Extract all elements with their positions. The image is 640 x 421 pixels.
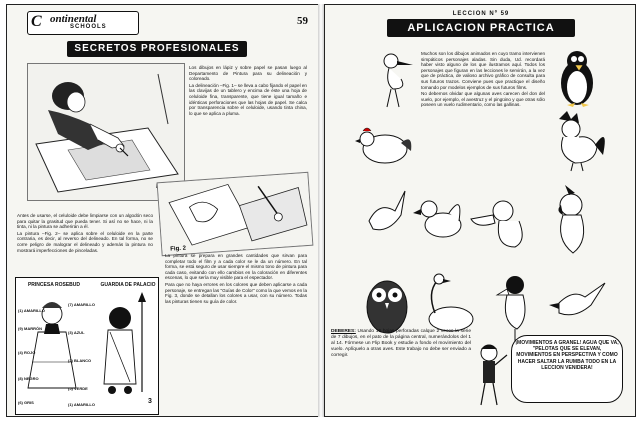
speech-bubble: ¡MOVIMIENTOS A GRANEL! AGUA QUE VA, "PELOTAS QUE SE ELEVAN, MOVIMIENTOS EN PERSPECTIVA Y COMO HACER SALTAR LA RUMBA TODO EN LA LECCION VENIDERA! [511, 335, 623, 403]
paragraph: Los dibujos en lápiz y sobre papel se pasan luego al Departamento de Pintura para su delineación y coloreado. [189, 65, 307, 82]
duties-label: DEBERES: [331, 329, 356, 334]
color-label: (6) GRIS [18, 400, 34, 405]
color-guide-figure [15, 277, 159, 415]
color-label: (2) BLANCO [68, 358, 92, 363]
paragraph: Antes de usarse, el celuloide debe limpiarse con un algodón seco para quitar la grasitud que pueda tener. Si así no se hace, ni la tinta, ni la pintura se adherirán a él. [17, 213, 153, 230]
paragraph: Muchos son los dibujos animados en cuyo tramo intervienen simpáticos personajes aladas. Sin duda, Ud. recordará haber visto alguno de los que ilustramos aquí. Todos los personajes que figuran en las lecciones le servirán, a la vez que de práctica, de valioso archivo gráfico de consulta para sus futuros trazos. Conviene pues que practique el diseño tomando por modelos ejemplos de sus futuros films. [421, 51, 545, 90]
color-label: (9) MARRÓN [18, 326, 42, 331]
paragraph: La delineación –Fig. 1– se lleva a cabo fijando el papel en las clavijas de un tablero y encima de éste una hoja de celuloide fina, transparente, que tiene igual tamaño e idénticas perforaciones que las hojas de papel. Se calca por transparencia sobre el celuloide, usando tinta china, lo que se aplica a pluma. [189, 82, 307, 116]
text-column-2 [17, 213, 153, 254]
rooster-icon [551, 111, 609, 173]
color-label: (1) AMARILLO [68, 402, 95, 407]
paragraph: La pintura –Fig. 2– se aplica sobre el celuloide en la parte contraria, es decir, al reverso del delineado. En tal forma, no se corre peligro de malograr el delineado y además la pintura no mostrará imperfecciones de pinceladas. [17, 230, 153, 253]
lesson-number: LECCION Nº 59 [452, 11, 510, 17]
color-label: (5) VERDE [68, 386, 88, 391]
animator-drawing [28, 64, 184, 200]
color-label: (1) AMARILLO [18, 308, 45, 313]
right-page [324, 4, 636, 417]
page-number: 59 [297, 15, 308, 27]
color-label: (3) AZUL [68, 330, 85, 335]
continental-schools-logo [27, 11, 139, 35]
penguin-icon [547, 47, 609, 109]
hen-icon [355, 123, 417, 169]
left-page [6, 4, 320, 417]
bird-sketches-row-1 [359, 181, 609, 261]
color-label: (4) ROJO [18, 350, 36, 355]
paragraph: No debemos olvidar que algunas aves carecen del don del vuelo, por ejemplo, el avestruz y el pingüino y que otras sólo poseen un vuelo rudimentario, como las gallinas. [421, 91, 545, 108]
logo-mark: C [31, 13, 42, 30]
page-banner-secretos: SECRETOS PROFESIONALES [67, 41, 247, 57]
color-label: (7) AMARILLO [68, 302, 95, 307]
duties-body: Usando 16 hojas perforadas calque 2 veces la serie de 7 dibujos, en el pato de la página central, numerándolos del 1 al 14. Fórmese un Flip Book y estudie a fondo el movimiento del vuelo. Aplíquelo a otras aves. Este trabajo no debe ser enviado a corregir. [331, 329, 471, 358]
stork-icon [361, 49, 421, 109]
guide-title-guard: GUARDIA DE PALACIO [100, 282, 156, 288]
page-banner-aplicacion: APLICACION PRACTICA [387, 19, 575, 37]
animator-illustration [27, 63, 185, 201]
paragraph: La pintura se prepara en grandes cantidades que sirvan para completar todo el film y a cada color se le da un número. En tal forma, se está seguro de usar siempre el mismo tono de pintura para cada caso, evitando con ello cambios en la coloración en diferentes escenas, lo que sería muy visible para el espectador. [165, 253, 307, 281]
text-column-3 [165, 253, 307, 305]
duties-text [331, 329, 471, 359]
svg-text:Fig. 2: Fig. 2 [170, 245, 187, 253]
cartoon-man-icon [475, 341, 509, 411]
fig-number: 3 [148, 398, 152, 405]
color-label: (8) NEGRO [18, 376, 39, 381]
logo-brand: ontinental [50, 13, 97, 25]
paragraph: Para que no haya errores en los colores que deben aplicarse a cada personaje, se entregan las "Guías de Color" como la que vemos en la Fig. 3, donde se detallan los colores a usar, con su número. Todas las pinturas tienen su guía de color. [165, 281, 307, 304]
guide-title-princess: PRINCESA ROSEBUD [27, 282, 81, 288]
painting-illustration [157, 172, 314, 256]
text-column-1 [189, 65, 307, 117]
painting-drawing [158, 173, 313, 255]
intro-text [421, 51, 545, 109]
logo-school: SCHOOLS [70, 24, 107, 30]
